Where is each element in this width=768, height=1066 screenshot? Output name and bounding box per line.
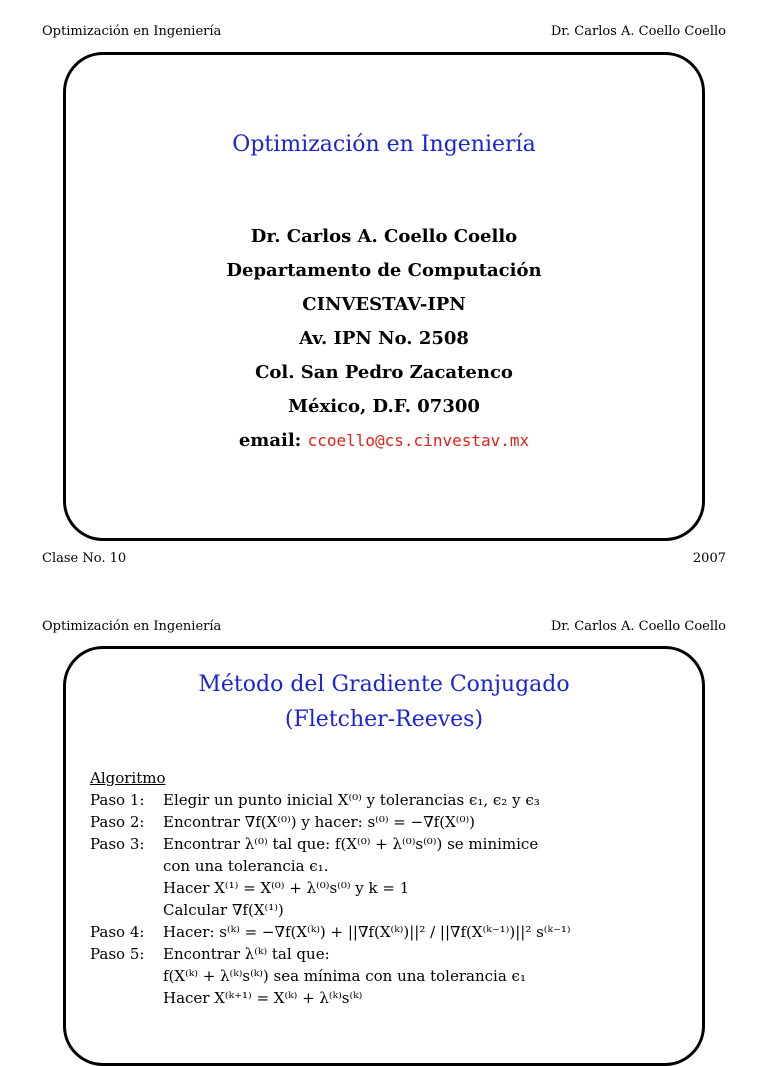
step-2 [90, 811, 682, 833]
slide1-footer-left: Clase No. 10 [42, 551, 127, 566]
step-1 [90, 789, 682, 811]
step-label: Paso 2: [90, 813, 145, 831]
step-text: Encontrar λ⁽⁰⁾ tal que: f(X⁽⁰⁾ + λ⁽⁰⁾s⁽⁰⁾) se minimice [163, 835, 539, 853]
slide2-header-left: Optimización en Ingeniería [42, 619, 222, 634]
step-label: Paso 1: [90, 791, 145, 809]
step-5 [90, 943, 682, 965]
email-line [66, 424, 702, 458]
step-text: Encontrar ∇f(X⁽⁰⁾) y hacer: s⁽⁰⁾ = −∇f(X⁽⁰⁾) [163, 813, 475, 831]
author-name: Dr. Carlos A. Coello Coello [250, 226, 518, 247]
step-3-continuation: con una tolerancia ϵ₁. [163, 857, 329, 875]
address-colony: Col. San Pedro Zacatenco [255, 362, 513, 383]
email-link[interactable]: ccoello@cs.cinvestav.mx [307, 431, 530, 450]
address-city: México, D.F. 07300 [288, 396, 480, 417]
step-text: Encontrar λ⁽ᵏ⁾ tal que: [163, 945, 330, 963]
slide1-author-block [66, 220, 702, 458]
step-3 [90, 833, 682, 855]
slide2-frame [63, 646, 705, 1066]
step-text: Elegir un punto inicial X⁽⁰⁾ y tolerancias ϵ₁, ϵ₂ y ϵ₃ [163, 791, 540, 809]
slide2-title-line2: (Fletcher-Reeves) [284, 707, 484, 732]
slide2-title-line1: Método del Gradiente Conjugado [198, 672, 570, 697]
slide1-title: Optimización en Ingeniería [232, 132, 536, 157]
address-street: Av. IPN No. 2508 [299, 328, 469, 349]
email-label: email: [238, 430, 302, 451]
step-4 [90, 921, 682, 943]
slide1-footer-right: 2007 [692, 551, 726, 566]
step-3-continuation: Hacer X⁽¹⁾ = X⁽⁰⁾ + λ⁽⁰⁾s⁽⁰⁾ y k = 1 [163, 879, 410, 897]
step-3-continuation: Calcular ∇f(X⁽¹⁾) [163, 901, 284, 919]
step-label: Paso 3: [90, 835, 145, 853]
institution: CINVESTAV-IPN [302, 294, 466, 315]
slide1-header-left: Optimización en Ingeniería [42, 24, 222, 39]
step-5-continuation: f(X⁽ᵏ⁾ + λ⁽ᵏ⁾s⁽ᵏ⁾) sea mínima con una tolerancia ϵ₁ [163, 967, 526, 985]
step-label: Paso 5: [90, 945, 145, 963]
slide2-header-right: Dr. Carlos A. Coello Coello [550, 619, 726, 634]
step-5-continuation: Hacer X⁽ᵏ⁺¹⁾ = X⁽ᵏ⁾ + λ⁽ᵏ⁾s⁽ᵏ⁾ [163, 989, 363, 1007]
slide1-frame [63, 52, 705, 541]
slide1-header-right: Dr. Carlos A. Coello Coello [550, 24, 726, 39]
department: Departamento de Computación [226, 260, 542, 281]
algorithm-label: Algoritmo [90, 769, 166, 787]
step-label: Paso 4: [90, 923, 145, 941]
algorithm-block [90, 767, 682, 1009]
step-text: Hacer: s⁽ᵏ⁾ = −∇f(X⁽ᵏ⁾) + ||∇f(X⁽ᵏ⁾)||² / ||∇f(X⁽ᵏ⁻¹⁾)||² s⁽ᵏ⁻¹⁾ [163, 923, 571, 941]
